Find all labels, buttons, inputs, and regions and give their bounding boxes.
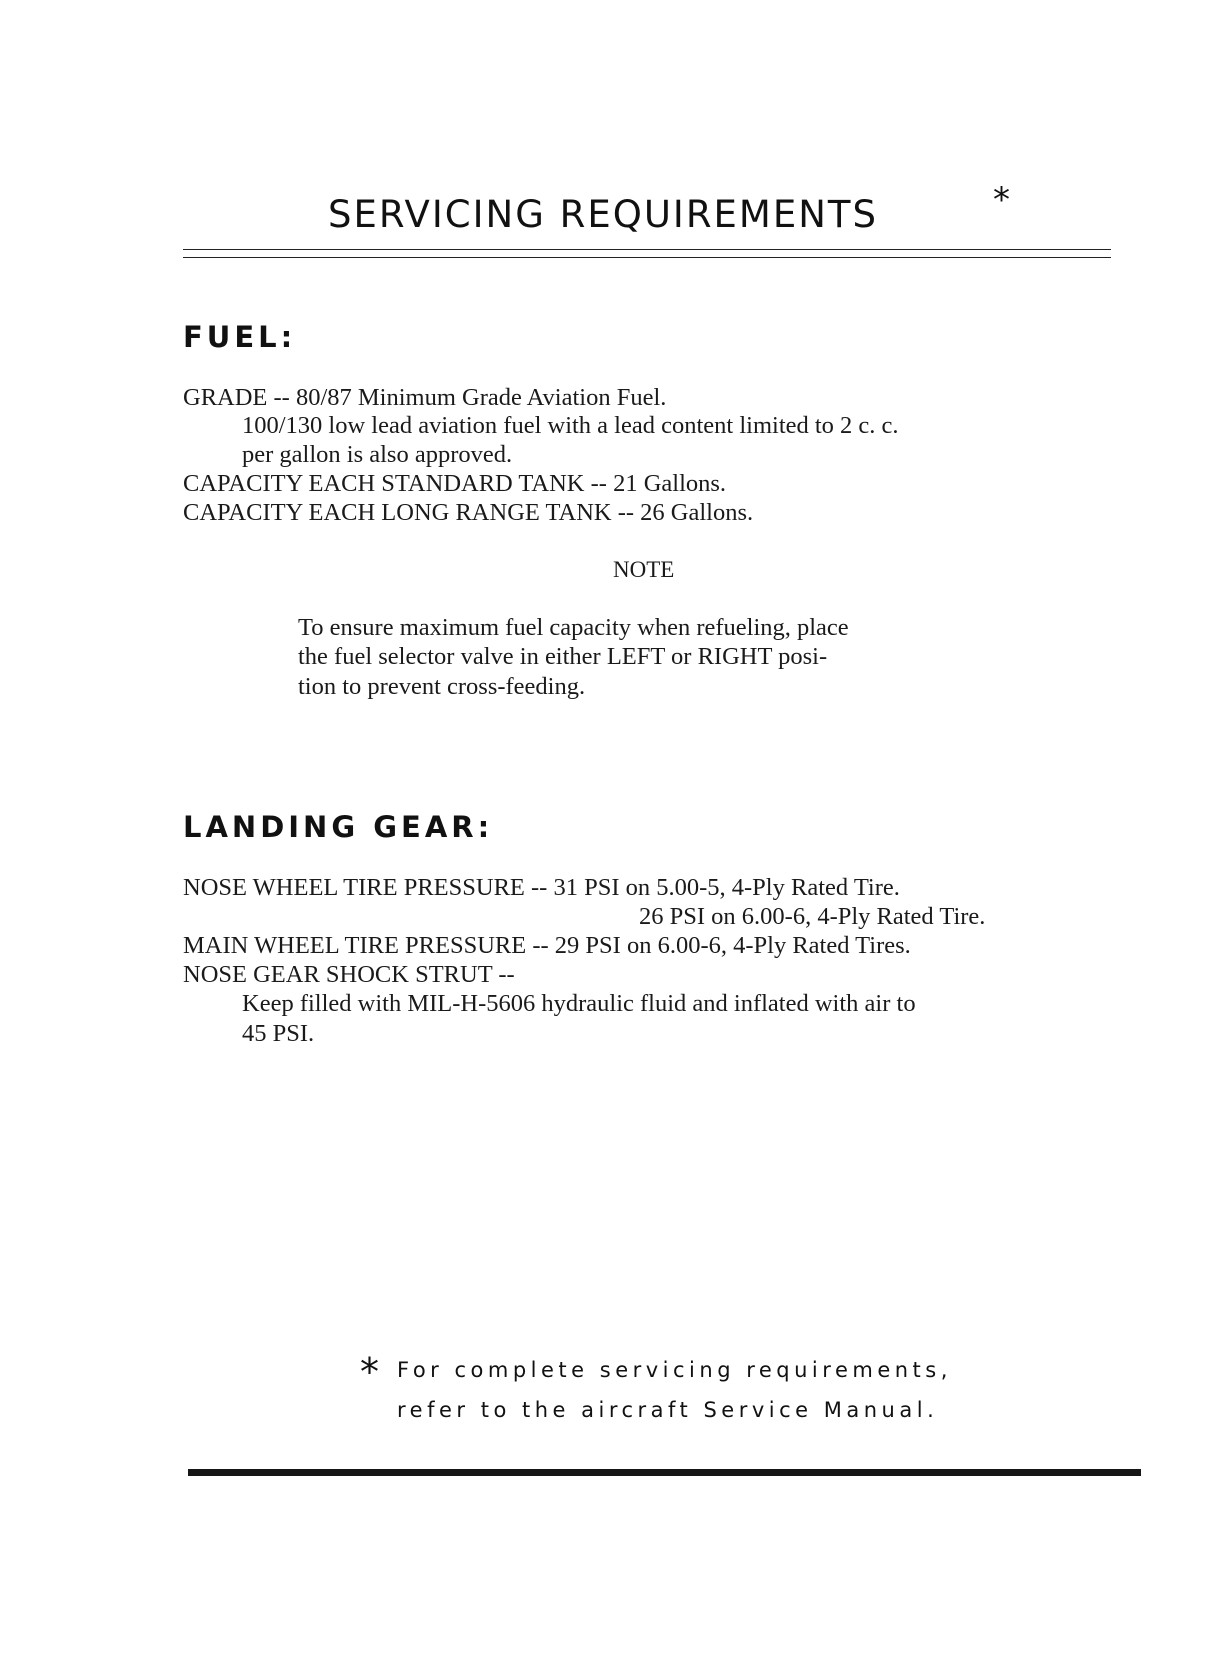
- title-double-rule: [183, 249, 1111, 258]
- fuel-grade-alt-line: 100/130 low lead aviation fuel with a lead content limited to 2 c. c.: [242, 412, 899, 439]
- footnote-line: For complete servicing requirements,: [397, 1358, 952, 1382]
- shock-strut-instruction: Keep filled with MIL-H-5606 hydraulic fluid and inflated with air to: [242, 990, 916, 1017]
- fuel-long-range-tank-capacity: CAPACITY EACH LONG RANGE TANK -- 26 Gallons.: [183, 499, 754, 526]
- note-label: NOTE: [613, 557, 675, 582]
- note-line: To ensure maximum fuel capacity when refueling, place: [298, 614, 849, 641]
- note-line: tion to prevent cross-feeding.: [298, 673, 586, 700]
- nose-wheel-tire-pressure: NOSE WHEEL TIRE PRESSURE -- 31 PSI on 5.00-5, 4-Ply Rated Tire.: [183, 874, 900, 901]
- footnote-asterisk: *: [360, 1350, 379, 1394]
- landing-gear-heading: LANDING GEAR:: [183, 810, 494, 844]
- main-wheel-tire-pressure: MAIN WHEEL TIRE PRESSURE -- 29 PSI on 6.00-6, 4-Ply Rated Tires.: [183, 932, 911, 959]
- fuel-heading: FUEL:: [183, 320, 297, 354]
- fuel-standard-tank-capacity: CAPACITY EACH STANDARD TANK -- 21 Gallons.: [183, 470, 727, 497]
- note-line: the fuel selector valve in either LEFT or RIGHT posi-: [298, 643, 828, 670]
- footnote-line: refer to the aircraft Service Manual.: [397, 1398, 939, 1422]
- title-asterisk: *: [993, 180, 1010, 220]
- fuel-grade-line: GRADE -- 80/87 Minimum Grade Aviation Fuel.: [183, 384, 667, 411]
- shock-strut-instruction-cont: 45 PSI.: [242, 1020, 315, 1047]
- nose-gear-shock-strut: NOSE GEAR SHOCK STRUT --: [183, 961, 515, 988]
- fuel-grade-alt-line-cont: per gallon is also approved.: [242, 441, 513, 468]
- page-title: SERVICING REQUIREMENTS: [328, 193, 878, 236]
- bottom-rule: [188, 1469, 1141, 1476]
- nose-wheel-tire-pressure-alt: 26 PSI on 6.00-6, 4-Ply Rated Tire.: [639, 903, 986, 930]
